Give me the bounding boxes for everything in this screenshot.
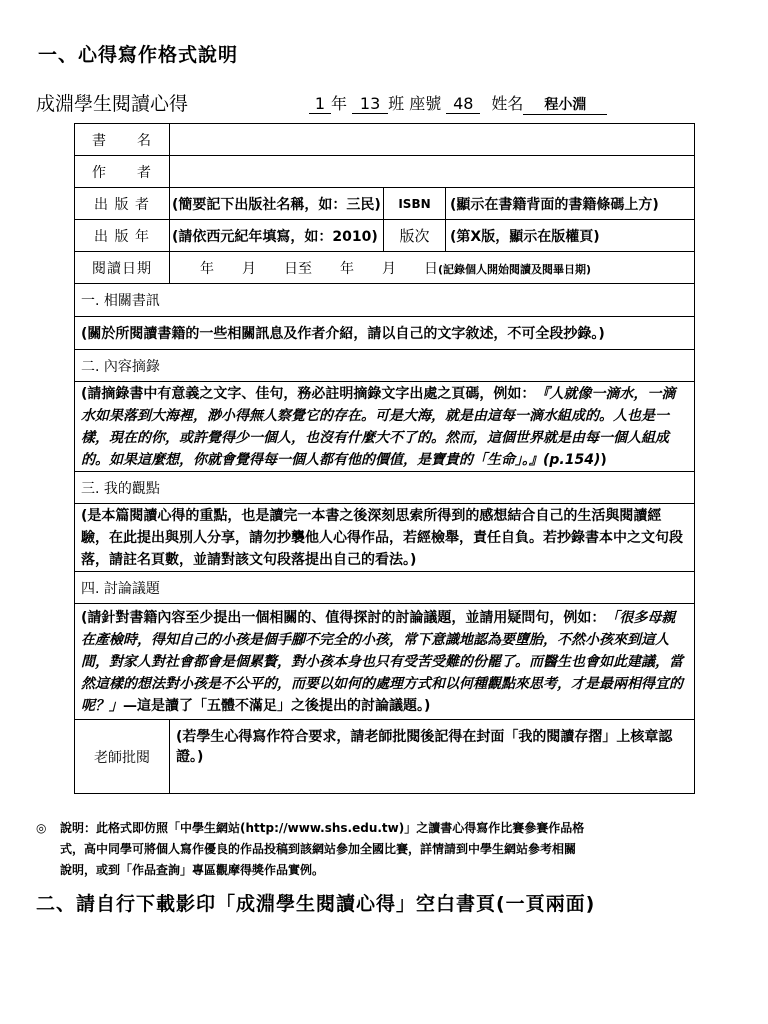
reading-report-form [74, 123, 695, 794]
book-label: 書 名 [75, 124, 170, 156]
year-label: 出 版 年 [75, 220, 170, 252]
note-line-2: 式，高中同學可將個人寫作優良的作品投稿到該網站參加全國比賽，詳情請到中學生網站參考相關 [60, 842, 577, 856]
section-1-title: 一. 相關書訊 [75, 284, 695, 317]
isbn-hint: (顯示在書籍背面的書籍條碼上方) [446, 188, 695, 220]
seat-value: 48 [446, 95, 480, 114]
section-2-text[interactable] [75, 382, 695, 472]
section-heading-1: 一、心得寫作格式說明 [38, 44, 239, 66]
section-4-text[interactable] [75, 604, 695, 720]
year-hint: (請依西元紀年填寫，如：2010) [170, 220, 384, 252]
section-2-end: ) [600, 451, 607, 468]
author-label: 作 者 [75, 156, 170, 188]
grade-value: 1 [309, 95, 331, 114]
form-title: 成淵學生閱讀心得 [36, 93, 189, 115]
section-3-text[interactable]: (是本篇閱讀心得的重點，也是讀完一本書之後深刻思索所得到的感想結合自己的生活與閱讀經驗，在此提出與別人分享，請勿抄襲他人心得作品，若經檢舉，責任自負。若抄錄書本中之文句段落，請註名頁數，並請對該文句段落提出自己的看法。) [75, 504, 695, 572]
class-value: 13 [352, 95, 388, 114]
teacher-field[interactable] [170, 720, 695, 794]
edition-hint: (第X版，顯示在版權頁) [446, 220, 695, 252]
section-1-text[interactable]: (關於所閱讀書籍的一些相關訊息及作者介紹，請以自己的文字敘述，不可全段抄錄。) [75, 317, 695, 350]
isbn-label: ISBN [384, 188, 446, 220]
teacher-label: 老師批閱 [75, 720, 170, 794]
teacher-hint: (若學生心得寫作符合要求，請老師批閱後記得在封面「我的閱讀存摺」上核章認證。) [176, 729, 673, 765]
section-4-intro: (請針對書籍內容至少提出一個相關的、值得探討的討論議題，並請用疑問句，例如： [81, 609, 606, 626]
date-label: 閱讀日期 [75, 252, 170, 284]
author-field[interactable] [170, 156, 695, 188]
note-line-3: 說明，或到「作品查詢」專區觀摩得獎作品實例。 [60, 863, 325, 877]
section-4-quote: 「很多母親在產檢時，得知自己的小孩是個手腳不完全的小孩，常下意識地認為要墮胎，不然小孩來到這人間，對家人對社會都會是個累贅，對小孩本身也只有受苦受難的份罷了。而醫生也會如此建議，當然這樣的想法對小孩是不公平的，而要以如何的處理方式和以何種觀點來思考，才是最兩相得宜的呢？」 [81, 609, 683, 714]
publisher-hint: (簡要記下出版社名稱，如：三民) [170, 188, 384, 220]
class-suffix: 班 座號 [388, 94, 442, 113]
publisher-label: 出 版 者 [75, 188, 170, 220]
section-heading-2: 二、請自行下載影印「成淵學生閱讀心得」空白書頁(一頁兩面) [36, 893, 596, 915]
date-text: 年 月 日至 年 月 日 [200, 260, 438, 277]
section-2-title: 二. 內容摘錄 [75, 350, 695, 382]
section-4-title: 四. 討論議題 [75, 572, 695, 604]
section-2-quote: 『人就像一滴水，一滴水如果落到大海裡，渺小得無人察覺它的存在。可是大海，就是由這每一滴水組成的。人也是一樣，現在的你，或許覺得少一個人，也沒有什麼大不了的。然而，這個世界就是由每一個人組成的。如果這麼想，你就會覺得每一個人都有他的價值，是寶貴的「生命」。』(p.154) [81, 385, 676, 468]
section-4-end: —這是讀了「五體不滿足」之後提出的討論議題。) [123, 697, 431, 714]
name-value: 程小淵 [523, 96, 607, 115]
section-2-intro: (請摘錄書中有意義之文字、佳句，務必註明摘錄文字出處之頁碼，例如： [81, 385, 536, 402]
explanation-note [36, 818, 736, 881]
grade-suffix: 年 [331, 94, 348, 113]
book-field[interactable] [170, 124, 695, 156]
section-3-title: 三. 我的觀點 [75, 472, 695, 504]
edition-label: 版次 [384, 220, 446, 252]
note-mark: ◎ [36, 821, 47, 835]
name-label: 姓名 [491, 94, 524, 113]
note-line-1: 說明：此格式即仿照「中學生網站(http://www.shs.edu.tw)」之讀書心得寫作比賽參賽作品格 [60, 821, 585, 835]
date-hint: (記錄個人開始閱讀及閱畢日期) [438, 262, 592, 276]
date-field[interactable] [170, 252, 695, 284]
student-info [309, 91, 607, 115]
